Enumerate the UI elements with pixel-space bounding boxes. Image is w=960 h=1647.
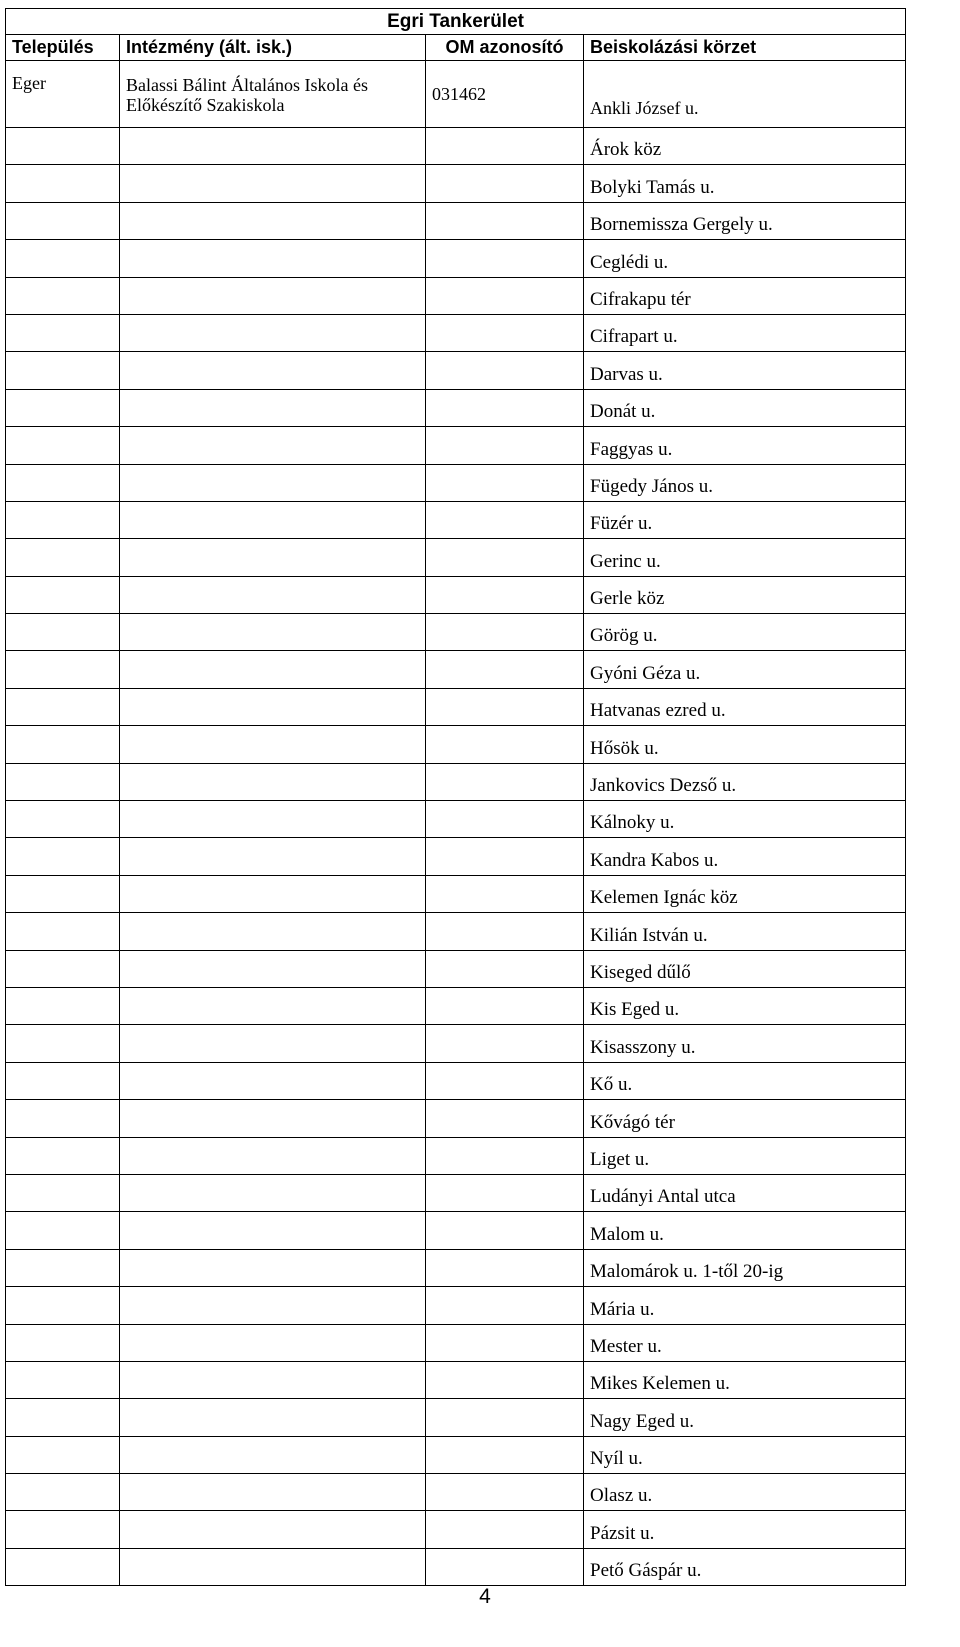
street-cell: Kálnoky u.	[584, 801, 906, 838]
settlement-cell	[6, 913, 120, 950]
street-cell: Árok köz	[584, 128, 906, 165]
om-id-cell	[426, 352, 584, 389]
settlement-cell	[6, 202, 120, 239]
institution-cell	[120, 1137, 426, 1174]
settlement-cell	[6, 1361, 120, 1398]
settlement-cell	[6, 1287, 120, 1324]
om-id-cell	[426, 539, 584, 576]
table-row	[6, 688, 906, 725]
header-district: Beiskolázási körzet	[584, 35, 906, 61]
street-cell: Kisasszony u.	[584, 1025, 906, 1062]
om-id-cell	[426, 1474, 584, 1511]
settlement-cell	[6, 1511, 120, 1548]
institution-cell	[120, 464, 426, 501]
settlement-cell	[6, 1100, 120, 1137]
street-cell: Darvas u.	[584, 352, 906, 389]
table-row	[6, 763, 906, 800]
street-cell: Mikes Kelemen u.	[584, 1361, 906, 1398]
settlement-cell	[6, 314, 120, 351]
street-cell: Faggyas u.	[584, 427, 906, 464]
settlement-cell: Eger	[6, 61, 120, 128]
street-cell: Mester u.	[584, 1324, 906, 1361]
settlement-cell	[6, 763, 120, 800]
settlement-cell	[6, 950, 120, 987]
table-row	[6, 1062, 906, 1099]
settlement-cell	[6, 501, 120, 538]
street-cell: Hősök u.	[584, 726, 906, 763]
table-row	[6, 165, 906, 202]
institution-cell	[120, 801, 426, 838]
institution-cell	[120, 1062, 426, 1099]
institution-cell	[120, 165, 426, 202]
street-cell: Bornemissza Gergely u.	[584, 202, 906, 239]
street-cell: Mária u.	[584, 1287, 906, 1324]
institution-cell	[120, 576, 426, 613]
institution-cell	[120, 688, 426, 725]
settlement-cell	[6, 1548, 120, 1585]
institution-cell	[120, 1436, 426, 1473]
table-row	[6, 427, 906, 464]
table-row	[6, 277, 906, 314]
table-row	[6, 838, 906, 875]
table-row	[6, 950, 906, 987]
street-cell: Kandra Kabos u.	[584, 838, 906, 875]
institution-cell	[120, 950, 426, 987]
header-row	[6, 35, 906, 61]
om-id-cell	[426, 838, 584, 875]
street-cell: Gyóni Géza u.	[584, 651, 906, 688]
table-row	[6, 614, 906, 651]
settlement-cell	[6, 801, 120, 838]
institution-cell	[120, 1324, 426, 1361]
street-cell: Fügedy János u.	[584, 464, 906, 501]
table-row	[6, 651, 906, 688]
om-id-cell	[426, 801, 584, 838]
institution-cell	[120, 1548, 426, 1585]
street-cell: Kelemen Ignác köz	[584, 875, 906, 912]
district-table	[5, 8, 906, 1586]
om-id-cell	[426, 614, 584, 651]
settlement-cell	[6, 1399, 120, 1436]
street-cell: Kis Eged u.	[584, 987, 906, 1024]
institution-cell	[120, 726, 426, 763]
table-row	[6, 1436, 906, 1473]
om-id-cell	[426, 875, 584, 912]
om-id-cell	[426, 165, 584, 202]
om-id-cell	[426, 1361, 584, 1398]
om-id-cell	[426, 1399, 584, 1436]
street-cell: Nyíl u.	[584, 1436, 906, 1473]
header-institution: Intézmény (ált. isk.)	[120, 35, 426, 61]
settlement-cell	[6, 651, 120, 688]
table-row	[6, 539, 906, 576]
om-id-cell	[426, 987, 584, 1024]
settlement-cell	[6, 427, 120, 464]
table-title: Egri Tankerület	[6, 9, 906, 35]
table-row	[6, 875, 906, 912]
settlement-cell	[6, 1174, 120, 1211]
institution-cell	[120, 1174, 426, 1211]
page-number: 4	[479, 1585, 491, 1608]
settlement-cell	[6, 1436, 120, 1473]
street-cell: Liget u.	[584, 1137, 906, 1174]
street-cell: Ludányi Antal utca	[584, 1174, 906, 1211]
settlement-cell	[6, 688, 120, 725]
table-row	[6, 240, 906, 277]
om-id-cell	[426, 1548, 584, 1585]
institution-cell	[120, 202, 426, 239]
institution-cell	[120, 314, 426, 351]
table-row	[6, 1511, 906, 1548]
table-row	[6, 987, 906, 1024]
institution-cell	[120, 763, 426, 800]
institution-cell	[120, 1212, 426, 1249]
institution-cell	[120, 1249, 426, 1286]
street-cell: Bolyki Tamás u.	[584, 165, 906, 202]
street-cell: Kiseged dűlő	[584, 950, 906, 987]
settlement-cell	[6, 614, 120, 651]
institution-cell	[120, 501, 426, 538]
om-id-cell	[426, 726, 584, 763]
table-row	[6, 1137, 906, 1174]
institution-cell	[120, 1287, 426, 1324]
institution-cell	[120, 987, 426, 1024]
om-id-cell	[426, 1511, 584, 1548]
institution-cell	[120, 651, 426, 688]
institution-cell: Balassi Bálint Általános Iskola és Előkészítő Szakiskola	[120, 61, 426, 128]
table-row	[6, 202, 906, 239]
institution-cell	[120, 389, 426, 426]
street-cell: Ceglédi u.	[584, 240, 906, 277]
institution-cell	[120, 352, 426, 389]
om-id-cell	[426, 1137, 584, 1174]
om-id-cell	[426, 1249, 584, 1286]
institution-cell	[120, 1511, 426, 1548]
om-id-cell	[426, 1324, 584, 1361]
street-cell: Ankli József u.	[584, 61, 906, 128]
om-id-cell	[426, 389, 584, 426]
institution-cell	[120, 128, 426, 165]
street-cell: Malom u.	[584, 1212, 906, 1249]
settlement-cell	[6, 1062, 120, 1099]
settlement-cell	[6, 352, 120, 389]
institution-cell	[120, 838, 426, 875]
street-cell: Gerinc u.	[584, 539, 906, 576]
street-cell: Nagy Eged u.	[584, 1399, 906, 1436]
settlement-cell	[6, 1324, 120, 1361]
om-id-cell	[426, 1025, 584, 1062]
settlement-cell	[6, 875, 120, 912]
table-row	[6, 1025, 906, 1062]
street-cell: Jankovics Dezső u.	[584, 763, 906, 800]
om-id-cell	[426, 576, 584, 613]
table-row	[6, 576, 906, 613]
settlement-cell	[6, 277, 120, 314]
om-id-cell	[426, 464, 584, 501]
street-cell: Olasz u.	[584, 1474, 906, 1511]
om-id-cell	[426, 1100, 584, 1137]
table-row	[6, 128, 906, 165]
om-id-cell	[426, 128, 584, 165]
om-id-cell	[426, 688, 584, 725]
om-id-cell	[426, 950, 584, 987]
table-row	[6, 464, 906, 501]
om-id-cell	[426, 651, 584, 688]
settlement-cell	[6, 838, 120, 875]
settlement-cell	[6, 576, 120, 613]
institution-cell	[120, 427, 426, 464]
settlement-cell	[6, 726, 120, 763]
street-cell: Görög u.	[584, 614, 906, 651]
street-cell: Füzér u.	[584, 501, 906, 538]
institution-cell	[120, 1025, 426, 1062]
institution-cell	[120, 1100, 426, 1137]
institution-cell	[120, 240, 426, 277]
table-row	[6, 1287, 906, 1324]
settlement-cell	[6, 1474, 120, 1511]
om-id-cell	[426, 1174, 584, 1211]
om-id-cell	[426, 501, 584, 538]
table-row	[6, 801, 906, 838]
street-cell: Kővágó tér	[584, 1100, 906, 1137]
table-row	[6, 1399, 906, 1436]
institution-cell	[120, 1361, 426, 1398]
table-row	[6, 501, 906, 538]
table-row	[6, 1174, 906, 1211]
settlement-cell	[6, 1212, 120, 1249]
settlement-cell	[6, 1025, 120, 1062]
header-om-id: OM azonosító	[426, 35, 584, 61]
om-id-cell	[426, 427, 584, 464]
table-row	[6, 1212, 906, 1249]
settlement-cell	[6, 128, 120, 165]
om-id-cell	[426, 277, 584, 314]
institution-cell	[120, 913, 426, 950]
street-cell: Pető Gáspár u.	[584, 1548, 906, 1585]
settlement-cell	[6, 987, 120, 1024]
settlement-cell	[6, 165, 120, 202]
street-cell: Cifrapart u.	[584, 314, 906, 351]
settlement-cell	[6, 240, 120, 277]
table-row	[6, 1361, 906, 1398]
street-cell: Gerle köz	[584, 576, 906, 613]
institution-cell	[120, 1399, 426, 1436]
table-row	[6, 1324, 906, 1361]
table-row	[6, 352, 906, 389]
table-row	[6, 913, 906, 950]
table-row	[6, 1474, 906, 1511]
header-settlement: Település	[6, 35, 120, 61]
institution-cell	[120, 1474, 426, 1511]
settlement-cell	[6, 389, 120, 426]
table-row	[6, 726, 906, 763]
om-id-cell	[426, 1062, 584, 1099]
om-id-cell	[426, 314, 584, 351]
table-row	[6, 314, 906, 351]
street-cell: Pázsit u.	[584, 1511, 906, 1548]
om-id-cell	[426, 202, 584, 239]
street-cell: Cifrakapu tér	[584, 277, 906, 314]
om-id-cell	[426, 1436, 584, 1473]
street-cell: Kilián István u.	[584, 913, 906, 950]
table-row	[6, 1249, 906, 1286]
table-row	[6, 389, 906, 426]
street-cell: Hatvanas ezred u.	[584, 688, 906, 725]
institution-cell	[120, 614, 426, 651]
street-cell: Malomárok u. 1-től 20-ig	[584, 1249, 906, 1286]
settlement-cell	[6, 464, 120, 501]
table-row	[6, 1100, 906, 1137]
om-id-cell	[426, 1212, 584, 1249]
om-id-cell	[426, 240, 584, 277]
table-row	[6, 1548, 906, 1585]
institution-cell	[120, 875, 426, 912]
street-cell: Kő u.	[584, 1062, 906, 1099]
om-id-cell	[426, 763, 584, 800]
settlement-cell	[6, 1249, 120, 1286]
om-id-cell: 031462	[426, 61, 584, 128]
street-cell: Donát u.	[584, 389, 906, 426]
institution-cell	[120, 277, 426, 314]
om-id-cell	[426, 913, 584, 950]
om-id-cell	[426, 1287, 584, 1324]
settlement-cell	[6, 1137, 120, 1174]
table-row	[6, 61, 906, 128]
institution-cell	[120, 539, 426, 576]
settlement-cell	[6, 539, 120, 576]
